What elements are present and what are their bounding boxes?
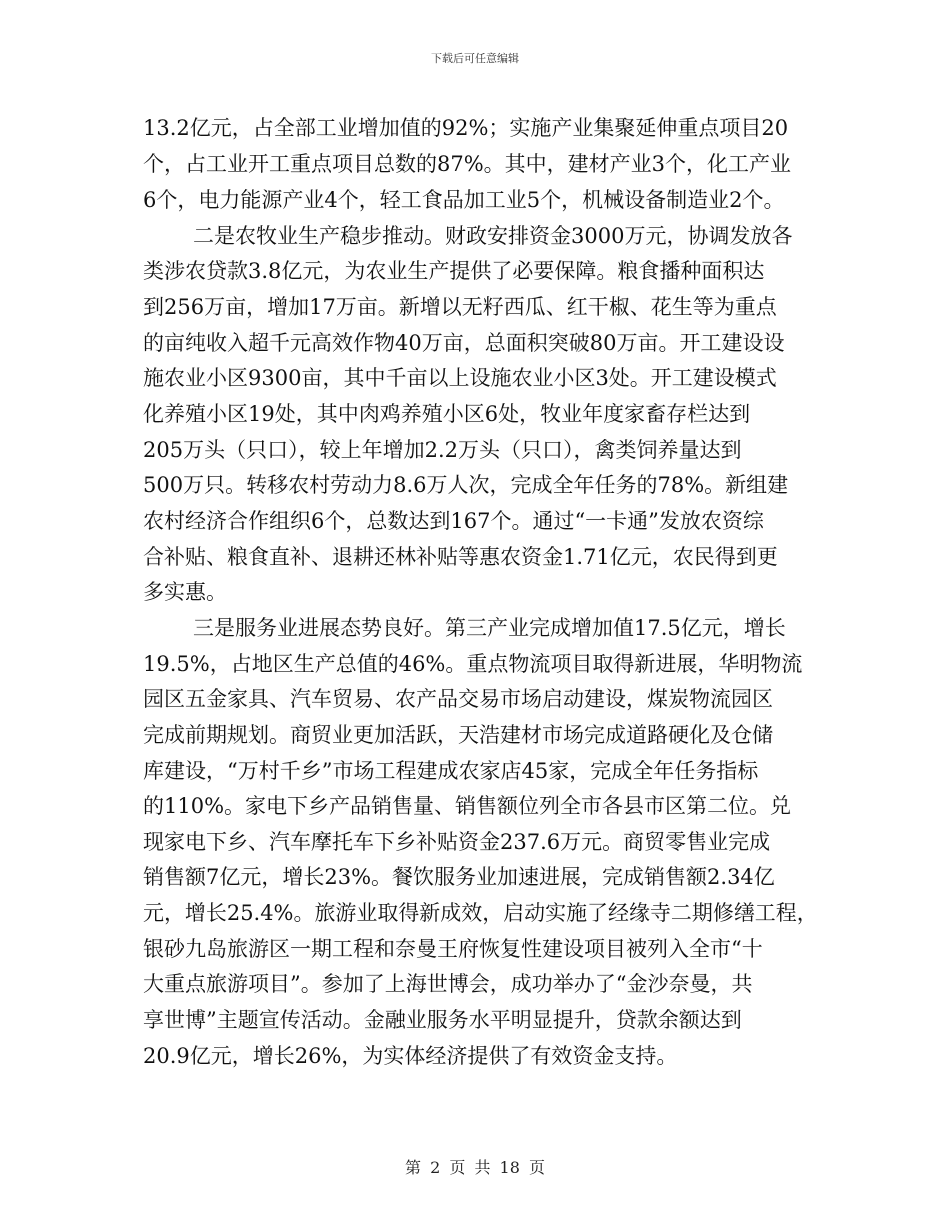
text-line: 的亩纯收入超千元高效作物40万亩，总面积突破80万亩。开工建设设 [143, 331, 785, 355]
text-line: 的110%。家电下乡产品销售量、销售额位列全市各县市区第二位。兑 [143, 794, 792, 818]
text-line: 销售额7亿元，增长23%。餐饮服务业加速进展，完成销售额2.34亿 [143, 865, 775, 889]
text-line: 大重点旅游项目”。参加了上海世博会，成功举办了“金沙奈曼，共 [143, 972, 753, 996]
text-line: 合补贴、粮食直补、退耕还林补贴等惠农资金1.71亿元，农民得到更 [143, 545, 778, 569]
text-line: 完成前期规划。商贸业更加活跃，天浩建材市场完成道路硬化及仓储 [143, 723, 773, 747]
text-line: 20.9亿元，增长26%，为实体经济提供了有效资金支持。 [143, 1044, 678, 1068]
text-line: 13.2亿元，占全部工业增加值的92%；实施产业集聚延伸重点项目20 [143, 116, 789, 140]
text-line: 元，增长25.4%。旅游业取得新成效，启动实施了经缘寺二期修缮工程， [143, 901, 818, 925]
text-line: 农村经济合作组织6个，总数达到167个。通过“一卡通”发放农资综 [143, 509, 764, 533]
text-line: 205万头（只口），较上年增加2.2万头（只口），禽类饲养量达到 [143, 438, 742, 462]
text-line: 19.5%，占地区生产总值的46%。重点物流项目取得新进展，华明物流 [143, 652, 803, 676]
page-header: 下载后可任意编辑 [431, 52, 519, 65]
text-line: 银砂九岛旅游区一期工程和奈曼王府恢复性建设项目被列入全市“十 [143, 937, 763, 961]
text-line: 二是农牧业生产稳步推动。财政安排资金3000万元，协调发放各 [193, 224, 793, 248]
text-line: 多实惠。 [143, 580, 227, 604]
text-line: 6个，电力能源产业4个，轻工食品加工业5个，机械设备制造业2个。 [143, 188, 785, 212]
text-line: 500万只。转移农村劳动力8.6万人次，完成全年任务的78%。新组建 [143, 473, 789, 497]
text-line: 三是服务业进展态势良好。第三产业完成增加值17.5亿元，增长 [193, 616, 786, 640]
page-footer: 第 2 页 共 18 页 [405, 1158, 545, 1177]
text-line: 现家电下乡、汽车摩托车下乡补贴资金237.6万元。商贸零售业完成 [143, 830, 771, 854]
text-line: 类涉农贷款3.8亿元，为农业生产提供了必要保障。粮食播种面积达 [143, 259, 765, 283]
text-line: 化养殖小区19处，其中肉鸡养殖小区6处，牧业年度家畜存栏达到 [143, 402, 751, 426]
text-line: 到256万亩，增加17万亩。新增以无籽西瓜、红干椒、花生等为重点 [143, 295, 777, 319]
text-line: 施农业小区9300亩，其中千亩以上设施农业小区3处。开工建设模式 [143, 366, 777, 390]
text-line: 园区五金家具、汽车贸易、农产品交易市场启动建设，煤炭物流园区 [143, 687, 773, 711]
text-line: 享世博”主题宣传活动。金融业服务水平明显提升，贷款余额达到 [143, 1008, 742, 1032]
text-line: 库建设，“万村千乡”市场工程建成农家店45家，完成全年任务指标 [143, 759, 759, 783]
text-line: 个，占工业开工重点项目总数的87%。其中，建材产业3个，化工产业 [143, 152, 792, 176]
